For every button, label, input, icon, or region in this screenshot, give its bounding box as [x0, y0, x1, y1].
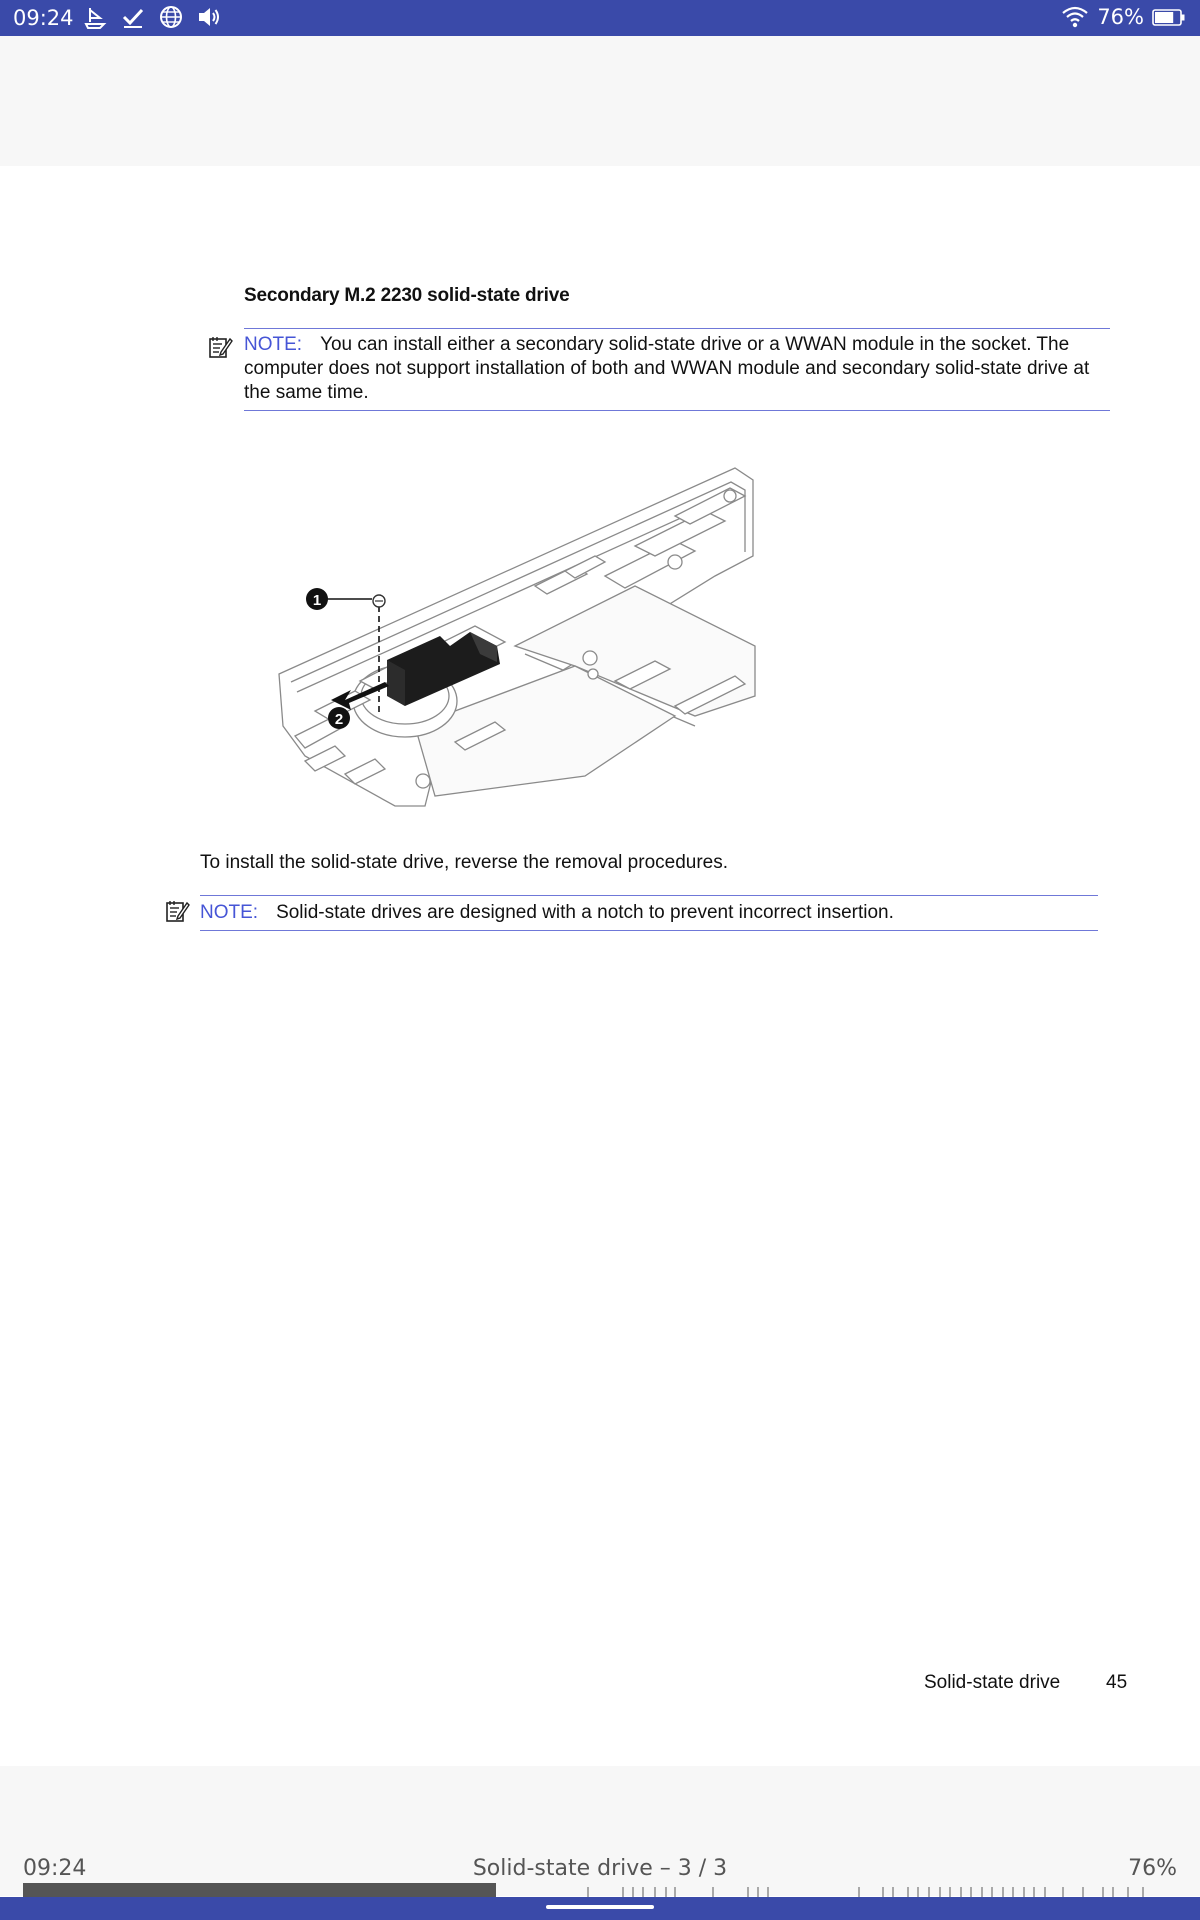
navigation-bar [0, 1897, 1200, 1920]
install-instructions: To install the solid-state drive, reverse the removal procedures. [200, 852, 729, 873]
reader-clock: 09:24 [23, 1856, 87, 1881]
book-progress-bar[interactable] [23, 1883, 1177, 1897]
note-label: NOTE: [244, 334, 303, 355]
battery-icon [1152, 4, 1186, 30]
note-icon [207, 334, 233, 360]
note-text: You can install either a secondary solid-state drive or a WWAN module in the socket. The computer does not support installation of both and WWAN module and secondary solid-state drive at the same time. [244, 334, 1090, 403]
check-icon [120, 4, 146, 30]
note-box-notch [200, 895, 1098, 931]
callout-2: 2 [334, 711, 344, 728]
note-icon [164, 898, 190, 924]
document-page[interactable] [0, 166, 1200, 1766]
reader-chapter-progress: Solid-state drive – 3 / 3 [472, 1856, 728, 1881]
status-right [1061, 4, 1186, 30]
section-title: Secondary M.2 2230 solid-state drive [244, 285, 570, 306]
globe-icon [158, 4, 184, 30]
note-text: Solid-state drives are designed with a notch to prevent incorrect insertion. [276, 902, 894, 923]
note-box-socket [244, 328, 1110, 411]
wifi-icon [1061, 4, 1089, 30]
boat-icon [82, 4, 108, 30]
home-gesture-handle[interactable] [546, 1905, 654, 1909]
status-bar [0, 0, 1200, 36]
notification-icons [82, 4, 222, 30]
status-time: 09:24 [13, 6, 74, 30]
page-footer-title: Solid-state drive [924, 1672, 1061, 1693]
ssd-installation-figure [275, 456, 765, 826]
chapter-ticks [23, 1883, 1177, 1897]
reader-battery-percent: 76% [1128, 1856, 1177, 1881]
callout-1: 1 [312, 592, 322, 609]
battery-percent: 76% [1097, 5, 1144, 29]
volume-icon [196, 4, 222, 30]
note-label: NOTE: [200, 902, 259, 923]
reader-top-margin [0, 36, 1200, 166]
page-number: 45 [1106, 1672, 1128, 1693]
